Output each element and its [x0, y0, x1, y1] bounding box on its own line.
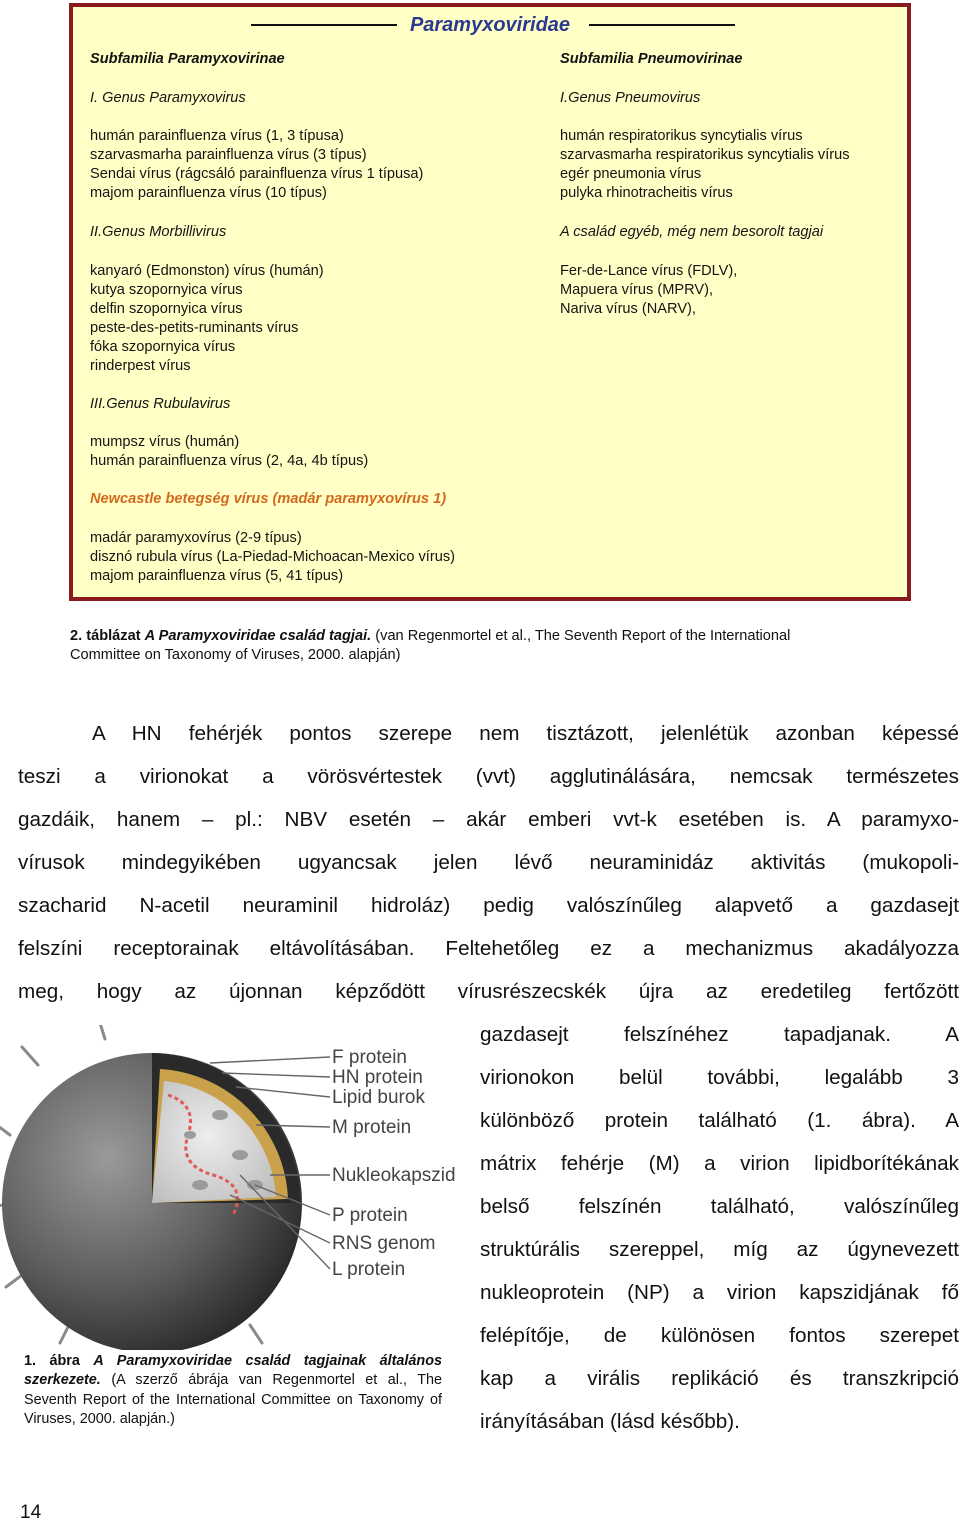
list-item: Sendai vírus (rágcsáló parainfluenza vírus 1 típusa) [90, 166, 424, 182]
body-line: teszi a virionokat a vörösvértestek (vvt) agglutinálására, nemcsak természetes [18, 765, 959, 788]
label-f-protein: F protein [332, 1047, 407, 1068]
title-rule-right [589, 24, 735, 26]
body-line: kap a virális replikáció és transzkripció [480, 1367, 959, 1390]
genus-pneumovirus-title: I.Genus Pneumovirus [560, 90, 701, 106]
list-item: pulyka rhinotracheitis vírus [560, 185, 733, 201]
unclassified-title: A család egyéb, még nem besorolt tagjai [560, 224, 824, 240]
list-item: Mapuera vírus (MPRV), [560, 282, 714, 298]
body-line: felszíni receptorainak eltávolításában. Feltehetőleg ez a mechanizmus akadályozza [18, 937, 959, 960]
body-line: nukleoprotein (NP) a virion kapszidjának fő [480, 1281, 959, 1304]
genus-morbillivirus-title: II.Genus Morbillivirus [90, 224, 227, 240]
label-hn-protein: HN protein [332, 1067, 423, 1088]
list-item: humán respiratorikus syncytialis vírus [560, 128, 803, 144]
highlighted-virus: Newcastle betegség vírus (madár paramyxovírus 1) [90, 491, 447, 507]
list-item: madár paramyxovírus (2-9 típus) [90, 530, 302, 546]
table-caption [70, 627, 790, 646]
list-item: majom parainfluenza vírus (5, 41 típus) [90, 568, 344, 584]
label-lipid-envelope: Lipid burok [332, 1087, 425, 1108]
list-item: egér pneumonia vírus [560, 166, 702, 182]
list-item: Fer-de-Lance vírus (FDLV), [560, 263, 738, 279]
table-caption-source-2: Committee on Taxonomy of Viruses, 2000. alapján) [70, 647, 401, 663]
body-line: mátrix fehérje (M) a virion lipidborítékának [480, 1152, 959, 1175]
table-caption-source: (van Regenmortel et al., The Seventh Report of the International [375, 628, 791, 644]
table-caption-title: A Paramyxoviridae család tagjai. [144, 628, 372, 644]
table-caption-label: 2. táblázat [70, 628, 141, 644]
list-item: rinderpest vírus [90, 358, 191, 374]
body-line: virionokon belül további, legalább 3 [480, 1066, 959, 1089]
list-item: Nariva vírus (NARV), [560, 301, 696, 317]
taxonomy-table [69, 3, 911, 601]
list-item: disznó rubula vírus (La-Piedad-Michoacan-Mexico vírus) [90, 549, 455, 565]
genus-paramyxovirus-title: I. Genus Paramyxovirus [90, 90, 246, 106]
label-l-protein: L protein [332, 1259, 406, 1280]
list-item: majom parainfluenza vírus (10 típus) [90, 185, 327, 201]
label-p-protein: P protein [332, 1205, 408, 1226]
left-subfamily: Subfamilia Paramyxovirinae [90, 51, 285, 67]
list-item: peste-des-petits-ruminants vírus [90, 320, 299, 336]
figure-caption-source: (A szerző ábrája van Regenmortel et al., The Seventh Report of the International Committee on Taxonomy of Viruses, 2000. alapján.) [24, 1372, 443, 1427]
list-item: delfin szopornyica vírus [90, 301, 243, 317]
figure-caption-title: A Paramyxoviridae család tagjainak általános szerkezete. [24, 1353, 442, 1389]
right-subfamily: Subfamilia Pneumovirinae [560, 51, 743, 67]
figure-caption-label: 1. ábra [24, 1353, 80, 1369]
virion-structure-figure [0, 1025, 470, 1350]
list-item: humán parainfluenza vírus (1, 3 típusa) [90, 128, 344, 144]
body-line: belső felszínén található, valószínűleg [480, 1195, 959, 1218]
body-line: meg, hogy az újonnan képződött vírusrészecskék újra az eredetileg fertőzött [18, 980, 959, 1003]
body-line: A HN fehérjék pontos szerepe nem tisztázott, jelenlétük azonban képessé [92, 722, 959, 745]
family-title: Paramyxoviridae [409, 14, 571, 36]
list-item: fóka szopornyica vírus [90, 339, 236, 355]
body-line: vírusok mindegyikében ugyancsak jelen lévő neuraminidáz aktivitás (mukopoli- [18, 851, 959, 874]
body-line: felépítője, de különösen fontos szerepet [480, 1324, 959, 1347]
list-item: mumpsz vírus (humán) [90, 434, 240, 450]
list-item: kutya szopornyica vírus [90, 282, 243, 298]
list-item: kanyaró (Edmonston) vírus (humán) [90, 263, 324, 279]
body-line: irányításában (lásd később). [480, 1410, 740, 1433]
body-line: struktúrális szereppel, míg az úgynevezett [480, 1238, 959, 1261]
body-line: gazdasejt felszínéhez tapadjanak. A [480, 1023, 959, 1046]
label-m-protein: M protein [332, 1117, 412, 1138]
body-line: szacharid N-acetil neuraminil hidroláz) pedig valószínűleg alapvető a gazdasejt [18, 894, 959, 917]
body-line: gazdáik, hanem – pl.: NBV esetén – akár emberi vvt-k esetében is. A paramyxo- [18, 808, 959, 831]
label-rns-genome: RNS genom [332, 1233, 436, 1254]
list-item: szarvasmarha respiratorikus syncytialis vírus [560, 147, 850, 163]
label-nucleocapsid: Nukleokapszid [332, 1165, 456, 1186]
figure-caption [24, 1352, 442, 1429]
genus-rubulavirus-title: III.Genus Rubulavirus [90, 396, 231, 412]
list-item: humán parainfluenza vírus (2, 4a, 4b típus) [90, 453, 369, 469]
body-line: különböző protein található (1. ábra). A [480, 1109, 959, 1132]
page-number: 14 [20, 1502, 42, 1523]
list-item: szarvasmarha parainfluenza vírus (3 típus) [90, 147, 367, 163]
